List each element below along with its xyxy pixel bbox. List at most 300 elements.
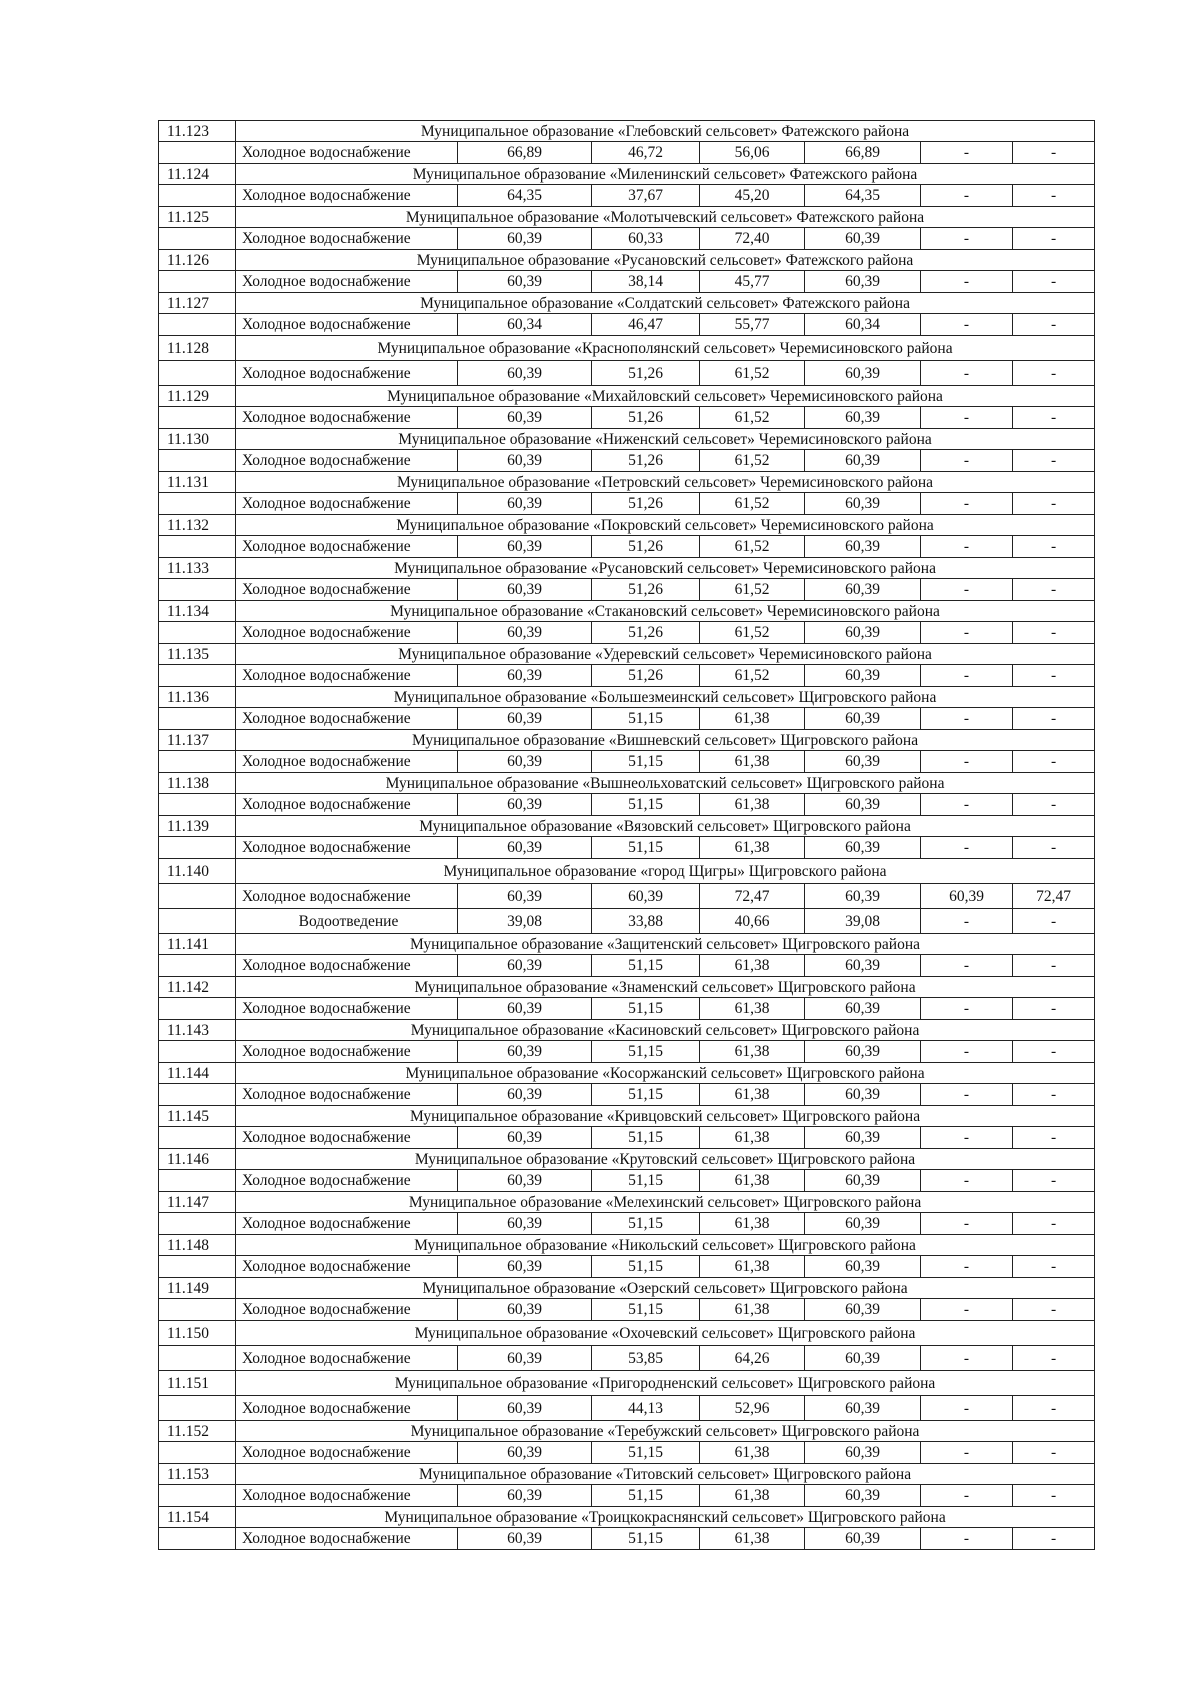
- section-header-row: [159, 1020, 1095, 1041]
- section-header-row: [159, 644, 1095, 665]
- blank-cell: [159, 955, 236, 977]
- table-row: [159, 579, 1095, 601]
- blank-cell: [159, 751, 236, 773]
- tariff-value: -: [1013, 708, 1095, 730]
- section-number: 11.124: [159, 164, 236, 185]
- tariff-value: 51,15: [592, 1299, 700, 1321]
- section-header-row: [159, 472, 1095, 493]
- tariff-value: 51,15: [592, 1485, 700, 1507]
- tariff-value: -: [921, 1346, 1013, 1371]
- table-row: [159, 794, 1095, 816]
- tariff-value: 60,39: [805, 751, 921, 773]
- service-name: Холодное водоснабжение: [236, 665, 458, 687]
- tariff-value: 60,39: [805, 837, 921, 859]
- tariff-value: 39,08: [805, 909, 921, 934]
- section-number: 11.125: [159, 207, 236, 228]
- tariff-value: 51,26: [592, 579, 700, 601]
- tariff-value: 60,39: [458, 955, 592, 977]
- section-number: 11.131: [159, 472, 236, 493]
- section-title: Муниципальное образование «Косоржанский сельсовет» Щигровского района: [236, 1063, 1095, 1084]
- tariff-value: -: [921, 185, 1013, 207]
- service-name: Холодное водоснабжение: [236, 185, 458, 207]
- tariff-value: 60,39: [805, 1084, 921, 1106]
- tariff-value: -: [1013, 1084, 1095, 1106]
- tariff-value: 60,39: [458, 1256, 592, 1278]
- tariff-value: -: [1013, 909, 1095, 934]
- blank-cell: [159, 1396, 236, 1421]
- tariff-value: -: [1013, 361, 1095, 386]
- tariff-value: 60,39: [458, 1396, 592, 1421]
- table-row: [159, 1346, 1095, 1371]
- blank-cell: [159, 493, 236, 515]
- tariff-value: -: [1013, 493, 1095, 515]
- tariff-value: -: [1013, 1396, 1095, 1421]
- section-title: Муниципальное образование «Знаменский сельсовет» Щигровского района: [236, 977, 1095, 998]
- service-name: Холодное водоснабжение: [236, 1442, 458, 1464]
- tariff-value: 61,38: [700, 708, 805, 730]
- tariff-value: 60,39: [805, 622, 921, 644]
- tariff-value: 51,15: [592, 998, 700, 1020]
- section-header-row: [159, 1371, 1095, 1396]
- tariff-value: 61,38: [700, 837, 805, 859]
- blank-cell: [159, 1528, 236, 1550]
- tariff-value: -: [921, 228, 1013, 250]
- section-header-row: [159, 1507, 1095, 1528]
- table-row: [159, 493, 1095, 515]
- section-header-row: [159, 207, 1095, 228]
- table-row: [159, 1170, 1095, 1192]
- section-header-row: [159, 859, 1095, 884]
- section-header-row: [159, 601, 1095, 622]
- service-name: Холодное водоснабжение: [236, 1213, 458, 1235]
- tariff-value: 60,39: [805, 493, 921, 515]
- section-number: 11.133: [159, 558, 236, 579]
- section-header-row: [159, 336, 1095, 361]
- table-row: [159, 314, 1095, 336]
- section-number: 11.123: [159, 121, 236, 142]
- section-title: Муниципальное образование «Озерский сельсовет» Щигровского района: [236, 1278, 1095, 1299]
- tariff-value: -: [921, 622, 1013, 644]
- table-row: [159, 1084, 1095, 1106]
- tariff-value: 38,14: [592, 271, 700, 293]
- tariff-value: 60,39: [805, 1442, 921, 1464]
- tariff-value: 60,39: [458, 1213, 592, 1235]
- section-title: Муниципальное образование «Теребужский сельсовет» Щигровского района: [236, 1421, 1095, 1442]
- service-name: Холодное водоснабжение: [236, 1485, 458, 1507]
- blank-cell: [159, 909, 236, 934]
- tariff-document: [158, 120, 1094, 1550]
- blank-cell: [159, 1127, 236, 1149]
- blank-cell: [159, 1256, 236, 1278]
- section-title: Муниципальное образование «Пригородненский сельсовет» Щигровского района: [236, 1371, 1095, 1396]
- section-header-row: [159, 1464, 1095, 1485]
- section-header-row: [159, 934, 1095, 955]
- tariff-value: 51,15: [592, 1528, 700, 1550]
- section-header-row: [159, 977, 1095, 998]
- section-number: 11.150: [159, 1321, 236, 1346]
- section-header-row: [159, 1235, 1095, 1256]
- tariff-value: 60,39: [458, 1346, 592, 1371]
- table-row: [159, 1396, 1095, 1421]
- tariff-value: -: [921, 955, 1013, 977]
- tariff-value: 60,39: [805, 271, 921, 293]
- table-row: [159, 622, 1095, 644]
- tariff-value: 61,38: [700, 1170, 805, 1192]
- table-row: [159, 1256, 1095, 1278]
- tariff-value: 61,38: [700, 1213, 805, 1235]
- table-row: [159, 271, 1095, 293]
- section-title: Муниципальное образование «Удеревский сельсовет» Черемисиновского района: [236, 644, 1095, 665]
- table-row: [159, 407, 1095, 429]
- blank-cell: [159, 998, 236, 1020]
- service-name: Холодное водоснабжение: [236, 579, 458, 601]
- table-row: [159, 142, 1095, 164]
- tariff-value: 61,52: [700, 665, 805, 687]
- tariff-value: 60,39: [805, 708, 921, 730]
- tariff-value: 61,38: [700, 1299, 805, 1321]
- section-title: Муниципальное образование «Мелехинский сельсовет» Щигровского района: [236, 1192, 1095, 1213]
- tariff-value: 60,39: [805, 1127, 921, 1149]
- section-number: 11.146: [159, 1149, 236, 1170]
- tariff-value: 60,39: [805, 1213, 921, 1235]
- blank-cell: [159, 1299, 236, 1321]
- section-number: 11.126: [159, 250, 236, 271]
- section-number: 11.132: [159, 515, 236, 536]
- tariff-value: 60,39: [921, 884, 1013, 909]
- tariff-value: 60,39: [458, 1442, 592, 1464]
- tariff-value: -: [1013, 1041, 1095, 1063]
- section-header-row: [159, 386, 1095, 407]
- tariff-value: 60,39: [458, 1170, 592, 1192]
- section-header-row: [159, 293, 1095, 314]
- tariff-value: -: [1013, 1299, 1095, 1321]
- tariff-value: -: [921, 751, 1013, 773]
- tariff-value: 60,39: [805, 955, 921, 977]
- tariff-value: -: [1013, 1213, 1095, 1235]
- section-header-row: [159, 730, 1095, 751]
- tariff-value: 61,38: [700, 1442, 805, 1464]
- tariff-value: 60,34: [458, 314, 592, 336]
- section-title: Муниципальное образование «Петровский сельсовет» Черемисиновского района: [236, 472, 1095, 493]
- section-header-row: [159, 1149, 1095, 1170]
- tariff-value: 46,47: [592, 314, 700, 336]
- section-title: Муниципальное образование «Краснополянский сельсовет» Черемисиновского района: [236, 336, 1095, 361]
- table-row: [159, 536, 1095, 558]
- section-title: Муниципальное образование «Охочевский сельсовет» Щигровского района: [236, 1321, 1095, 1346]
- service-name: Водоотведение: [236, 909, 458, 934]
- section-title: Муниципальное образование «Титовский сельсовет» Щигровского района: [236, 1464, 1095, 1485]
- section-title: Муниципальное образование «Стакановский сельсовет» Черемисиновского района: [236, 601, 1095, 622]
- tariff-value: 60,39: [805, 1299, 921, 1321]
- tariff-value: -: [921, 1528, 1013, 1550]
- table-row: [159, 665, 1095, 687]
- section-title: Муниципальное образование «Большезмеинский сельсовет» Щигровского района: [236, 687, 1095, 708]
- tariff-value: -: [921, 536, 1013, 558]
- section-number: 11.144: [159, 1063, 236, 1084]
- tariff-value: 39,08: [458, 909, 592, 934]
- table-row: [159, 1485, 1095, 1507]
- blank-cell: [159, 536, 236, 558]
- tariff-value: 44,13: [592, 1396, 700, 1421]
- section-number: 11.145: [159, 1106, 236, 1127]
- tariff-value: 60,39: [458, 536, 592, 558]
- tariff-value: 60,39: [805, 998, 921, 1020]
- blank-cell: [159, 1041, 236, 1063]
- tariff-value: 61,52: [700, 407, 805, 429]
- tariff-value: 66,89: [805, 142, 921, 164]
- tariff-value: 51,15: [592, 1084, 700, 1106]
- section-number: 11.141: [159, 934, 236, 955]
- tariff-value: 60,39: [805, 450, 921, 472]
- tariff-value: 60,34: [805, 314, 921, 336]
- table-row: [159, 1127, 1095, 1149]
- tariff-value: -: [1013, 1170, 1095, 1192]
- tariff-value: 61,52: [700, 579, 805, 601]
- tariff-value: -: [921, 1170, 1013, 1192]
- section-title: Муниципальное образование «Вишневский сельсовет» Щигровского района: [236, 730, 1095, 751]
- service-name: Холодное водоснабжение: [236, 142, 458, 164]
- tariff-value: 60,39: [458, 579, 592, 601]
- tariff-value: -: [921, 708, 1013, 730]
- section-number: 11.127: [159, 293, 236, 314]
- tariff-value: 60,39: [805, 1396, 921, 1421]
- tariff-value: 51,15: [592, 837, 700, 859]
- table-row: [159, 361, 1095, 386]
- blank-cell: [159, 407, 236, 429]
- blank-cell: [159, 450, 236, 472]
- table-row: [159, 1213, 1095, 1235]
- tariff-value: -: [1013, 271, 1095, 293]
- blank-cell: [159, 837, 236, 859]
- section-header-row: [159, 250, 1095, 271]
- tariff-value: 51,15: [592, 1213, 700, 1235]
- tariff-value: -: [921, 493, 1013, 515]
- tariff-value: -: [1013, 665, 1095, 687]
- service-name: Холодное водоснабжение: [236, 536, 458, 558]
- section-number: 11.142: [159, 977, 236, 998]
- section-number: 11.151: [159, 1371, 236, 1396]
- tariff-value: 55,77: [700, 314, 805, 336]
- section-header-row: [159, 1421, 1095, 1442]
- table-row: [159, 751, 1095, 773]
- table-row: [159, 1299, 1095, 1321]
- tariff-value: 61,52: [700, 361, 805, 386]
- service-name: Холодное водоснабжение: [236, 228, 458, 250]
- tariff-value: 60,39: [458, 1084, 592, 1106]
- section-title: Муниципальное образование «Покровский сельсовет» Черемисиновского района: [236, 515, 1095, 536]
- tariff-value: 60,39: [805, 1256, 921, 1278]
- tariff-value: -: [921, 407, 1013, 429]
- section-title: Муниципальное образование «Кривцовский сельсовет» Щигровского района: [236, 1106, 1095, 1127]
- tariff-value: 56,06: [700, 142, 805, 164]
- service-name: Холодное водоснабжение: [236, 1396, 458, 1421]
- service-name: Холодное водоснабжение: [236, 361, 458, 386]
- tariff-value: -: [921, 579, 1013, 601]
- section-number: 11.149: [159, 1278, 236, 1299]
- section-number: 11.138: [159, 773, 236, 794]
- tariff-value: -: [1013, 751, 1095, 773]
- tariff-value: -: [921, 909, 1013, 934]
- tariff-value: 61,52: [700, 536, 805, 558]
- table-row: [159, 708, 1095, 730]
- service-name: Холодное водоснабжение: [236, 1170, 458, 1192]
- tariff-value: 60,33: [592, 228, 700, 250]
- tariff-value: 61,38: [700, 998, 805, 1020]
- blank-cell: [159, 579, 236, 601]
- tariff-value: -: [921, 142, 1013, 164]
- section-number: 11.137: [159, 730, 236, 751]
- table-row: [159, 909, 1095, 934]
- tariff-value: 60,39: [805, 1170, 921, 1192]
- tariff-value: 51,26: [592, 450, 700, 472]
- service-name: Холодное водоснабжение: [236, 955, 458, 977]
- tariff-value: 60,39: [458, 751, 592, 773]
- blank-cell: [159, 1170, 236, 1192]
- tariff-value: 60,39: [458, 708, 592, 730]
- tariff-value: -: [1013, 450, 1095, 472]
- tariff-value: 61,52: [700, 450, 805, 472]
- tariff-value: -: [1013, 536, 1095, 558]
- tariff-value: 60,39: [458, 998, 592, 1020]
- tariff-value: -: [1013, 622, 1095, 644]
- tariff-value: 61,52: [700, 622, 805, 644]
- table-row: [159, 450, 1095, 472]
- blank-cell: [159, 314, 236, 336]
- section-header-row: [159, 429, 1095, 450]
- tariff-value: -: [921, 1299, 1013, 1321]
- tariff-value: -: [921, 794, 1013, 816]
- blank-cell: [159, 228, 236, 250]
- section-header-row: [159, 1278, 1095, 1299]
- tariff-value: 61,38: [700, 1041, 805, 1063]
- tariff-value: 64,35: [458, 185, 592, 207]
- tariff-value: 60,39: [592, 884, 700, 909]
- tariff-value: 60,39: [805, 228, 921, 250]
- tariff-value: -: [921, 450, 1013, 472]
- tariff-value: 45,77: [700, 271, 805, 293]
- tariff-value: 51,26: [592, 665, 700, 687]
- section-title: Муниципальное образование «Русановский сельсовет» Черемисиновского района: [236, 558, 1095, 579]
- table-body: [159, 121, 1095, 1550]
- section-number: 11.130: [159, 429, 236, 450]
- tariff-value: 52,96: [700, 1396, 805, 1421]
- tariff-value: 60,39: [458, 228, 592, 250]
- section-number: 11.129: [159, 386, 236, 407]
- section-title: Муниципальное образование «Миленинский сельсовет» Фатежского района: [236, 164, 1095, 185]
- tariff-value: 51,15: [592, 708, 700, 730]
- tariff-value: 60,39: [458, 837, 592, 859]
- tariff-value: 53,85: [592, 1346, 700, 1371]
- table-row: [159, 1528, 1095, 1550]
- tariff-value: -: [1013, 1346, 1095, 1371]
- tariff-value: -: [921, 1256, 1013, 1278]
- tariff-value: 60,39: [805, 1346, 921, 1371]
- service-name: Холодное водоснабжение: [236, 1127, 458, 1149]
- service-name: Холодное водоснабжение: [236, 998, 458, 1020]
- tariff-value: 51,15: [592, 751, 700, 773]
- service-name: Холодное водоснабжение: [236, 1346, 458, 1371]
- tariff-value: 60,39: [458, 1127, 592, 1149]
- tariff-value: 51,15: [592, 1127, 700, 1149]
- blank-cell: [159, 708, 236, 730]
- service-name: Холодное водоснабжение: [236, 884, 458, 909]
- tariff-value: 51,15: [592, 1256, 700, 1278]
- section-header-row: [159, 1063, 1095, 1084]
- service-name: Холодное водоснабжение: [236, 837, 458, 859]
- tariff-value: 60,39: [805, 361, 921, 386]
- tariff-value: -: [921, 998, 1013, 1020]
- tariff-value: 60,39: [458, 361, 592, 386]
- tariff-value: -: [921, 837, 1013, 859]
- section-number: 11.154: [159, 1507, 236, 1528]
- tariff-value: -: [1013, 142, 1095, 164]
- tariff-value: 72,47: [700, 884, 805, 909]
- blank-cell: [159, 1485, 236, 1507]
- section-title: Муниципальное образование «Вышнеольховатский сельсовет» Щигровского района: [236, 773, 1095, 794]
- table-row: [159, 884, 1095, 909]
- service-name: Холодное водоснабжение: [236, 794, 458, 816]
- section-title: Муниципальное образование «город Щигры» Щигровского района: [236, 859, 1095, 884]
- tariff-value: 60,39: [805, 794, 921, 816]
- tariff-value: 61,38: [700, 1256, 805, 1278]
- tariff-value: 60,39: [805, 665, 921, 687]
- tariff-value: 60,39: [458, 665, 592, 687]
- tariff-value: 33,88: [592, 909, 700, 934]
- tariff-value: -: [1013, 1528, 1095, 1550]
- blank-cell: [159, 361, 236, 386]
- tariff-value: 51,15: [592, 794, 700, 816]
- service-name: Холодное водоснабжение: [236, 314, 458, 336]
- tariff-value: 51,26: [592, 622, 700, 644]
- blank-cell: [159, 142, 236, 164]
- tariff-value: 60,39: [458, 407, 592, 429]
- tariff-value: -: [1013, 794, 1095, 816]
- section-number: 11.134: [159, 601, 236, 622]
- blank-cell: [159, 665, 236, 687]
- section-number: 11.152: [159, 1421, 236, 1442]
- section-title: Муниципальное образование «Молотычевский сельсовет» Фатежского района: [236, 207, 1095, 228]
- tariff-value: 51,26: [592, 407, 700, 429]
- tariff-value: 51,15: [592, 1170, 700, 1192]
- tariff-value: -: [1013, 185, 1095, 207]
- tariff-value: 45,20: [700, 185, 805, 207]
- tariff-value: -: [921, 1127, 1013, 1149]
- section-title: Муниципальное образование «Глебовский сельсовет» Фатежского района: [236, 121, 1095, 142]
- tariff-value: 51,26: [592, 536, 700, 558]
- tariff-value: -: [921, 361, 1013, 386]
- table-row: [159, 1442, 1095, 1464]
- tariff-value: 60,39: [458, 1528, 592, 1550]
- service-name: Холодное водоснабжение: [236, 751, 458, 773]
- section-number: 11.148: [159, 1235, 236, 1256]
- section-header-row: [159, 1106, 1095, 1127]
- tariff-value: 51,26: [592, 493, 700, 515]
- blank-cell: [159, 884, 236, 909]
- tariff-value: 60,39: [805, 579, 921, 601]
- section-number: 11.140: [159, 859, 236, 884]
- blank-cell: [159, 1346, 236, 1371]
- blank-cell: [159, 622, 236, 644]
- section-title: Муниципальное образование «Вязовский сельсовет» Щигровского района: [236, 816, 1095, 837]
- blank-cell: [159, 794, 236, 816]
- tariff-value: 60,39: [458, 884, 592, 909]
- service-name: Холодное водоснабжение: [236, 1528, 458, 1550]
- tariff-value: -: [1013, 579, 1095, 601]
- tariff-value: 60,39: [805, 884, 921, 909]
- tariff-value: 60,39: [458, 794, 592, 816]
- tariff-value: 61,52: [700, 493, 805, 515]
- table-row: [159, 955, 1095, 977]
